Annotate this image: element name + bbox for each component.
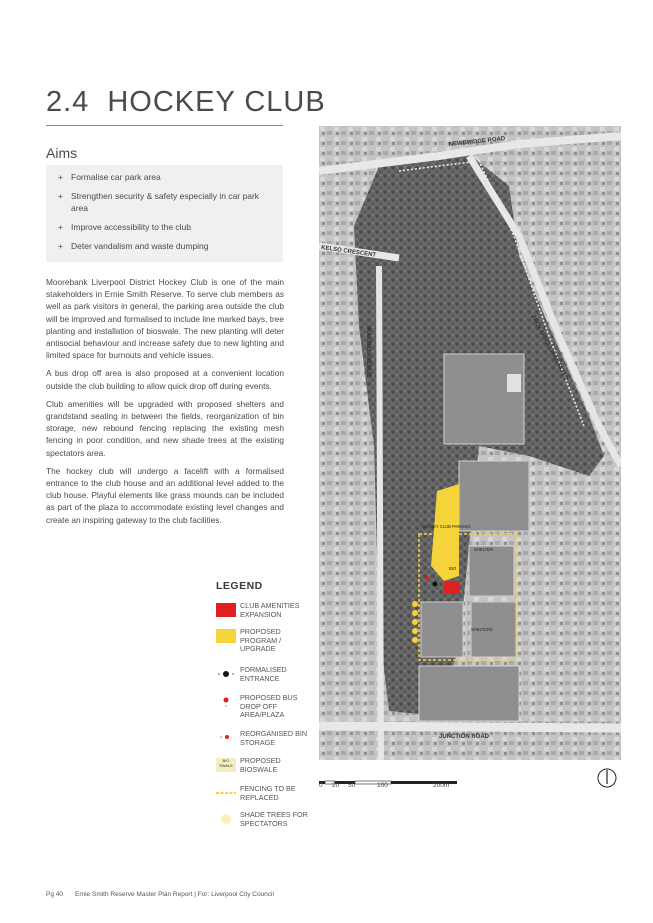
- aims-box: [46, 165, 283, 262]
- legend-title: LEGEND: [216, 580, 263, 592]
- scale-label: 100: [377, 782, 388, 789]
- label-shelters: SHELTERS: [471, 627, 493, 632]
- plus-icon: +: [58, 191, 63, 201]
- body-paragraph: Moorebank Liverpool District Hockey Club is one of the main stakeholders in Ernie Smith Reserve. To serve club members as well as park visitors in general, the parking area outside the club will be improved and formalised to include line marked bays, tree planting and installation of bioswale. The new planting will deter antisocial behaviour and increase safety due to new lighting and limited space for burnouts and vehicle issues.: [46, 277, 284, 361]
- legend-item-bins: REORGANISED BIN STORAGE: [216, 730, 316, 747]
- label-junction-road: JUNCTION ROAD: [439, 734, 490, 740]
- yellow-square-swatch: [216, 629, 236, 643]
- yellow-dot-swatch: [216, 812, 236, 826]
- aims-item: + Deter vandalism and waste dumping: [58, 241, 209, 251]
- legend-item-amenities: CLUB AMENITIES EXPANSION: [216, 602, 316, 619]
- plus-icon: +: [58, 172, 63, 182]
- red-dot-icon: [216, 695, 236, 709]
- body-paragraph: A bus drop off area is also proposed at a convenient location outside the club building to allow quick drop off during events.: [46, 368, 284, 391]
- bus-dropoff-marker: [425, 576, 429, 580]
- legend-item-bus: PROPOSED BUS DROP OFF AREA/PLAZA: [216, 694, 316, 720]
- body-paragraph: Club amenities will be upgraded with proposed shelters and grandstand seating in between the fields, reorganization of bin storage, new rebound fencing replacing the existing mesh fencing in poor condition, and new shade trees at the existing spectators area.: [46, 398, 284, 458]
- body-paragraph: The hockey club will undergo a facelift with a formalised entrance to the club house and an additional level added to the club house. Playful elements like grass mounds can be included as part of the plaza to accommodate existing level changes and create an inspiring gateway to the club facilities.: [46, 465, 284, 525]
- north-arrow-icon: [597, 766, 617, 790]
- hockey-field: [421, 602, 463, 657]
- label-kelso-crescent: KELSO CRESCENT: [320, 245, 377, 259]
- lower-field: [419, 666, 519, 721]
- label-bio: BIO: [449, 566, 457, 571]
- scale-bar: [319, 774, 459, 790]
- building: [507, 374, 521, 392]
- legend-item-bioswale: BIO SWALE PROPOSED BIOSWALE: [216, 757, 316, 774]
- section-title: HOCKEY CLUB: [107, 86, 326, 118]
- scale-label: 20: [332, 782, 340, 789]
- entrance-marker: [433, 582, 438, 587]
- section-number: 2.4: [46, 86, 90, 118]
- body-text: [46, 276, 284, 532]
- legend-item-entrance: FORMALISED ENTRANCE: [216, 666, 316, 683]
- legend-item-trees: SHADE TREES FOR SPECTATORS: [216, 811, 316, 828]
- iraking-avenue: [379, 266, 381, 760]
- hockey-field: [459, 461, 529, 531]
- legend-item-fencing: FENCING TO BE REPLACED: [216, 785, 316, 802]
- dashed-line-swatch: [216, 786, 236, 800]
- label-shelter: SHELTER: [474, 547, 494, 552]
- label-newbridge-road: NEWBRIDGE ROAD: [448, 136, 506, 148]
- club-amenities: [444, 581, 460, 594]
- aerial-plan-svg: [319, 126, 621, 760]
- page-number: Pg 40: [46, 891, 63, 898]
- aims-item: + Improve accessibility to the club: [58, 222, 191, 232]
- scale-label: 50: [348, 782, 356, 789]
- aims-item: + Strengthen security & safety especially in car park area: [58, 191, 260, 213]
- red-small-dot-icon: [216, 731, 236, 745]
- scale-label: 0: [319, 782, 323, 789]
- hockey-field: [469, 546, 514, 596]
- junction-road: [319, 726, 621, 728]
- page-footer: [46, 891, 274, 898]
- page-title: [46, 86, 326, 119]
- upper-field: [444, 354, 524, 444]
- aims-item: + Formalise car park area: [58, 172, 161, 182]
- black-dot-icon: [216, 667, 236, 681]
- plus-icon: +: [58, 222, 63, 232]
- bioswale-swatch: BIO SWALE: [216, 758, 236, 772]
- plus-icon: +: [58, 241, 63, 251]
- footer-text: Ernie Smith Reserve Master Plan Report | For: Liverpool City Council: [75, 891, 274, 898]
- red-square-swatch: [216, 603, 236, 617]
- site-plan-map: [319, 126, 621, 760]
- aims-list: [58, 171, 273, 252]
- label-iraking-avenue: IRAKING AVENUE: [365, 326, 371, 378]
- label-parking: HOCKEY CLUB PARKING: [421, 524, 471, 529]
- aims-heading: Aims: [46, 145, 78, 161]
- label-jack-osullivan-road: JACK O'SULLIVAN ROAD: [529, 314, 569, 382]
- legend-item-program: PROPOSED PROGRAM / UPGRADE: [216, 628, 316, 654]
- scale-label: 200m: [433, 782, 450, 789]
- title-divider: [46, 125, 283, 126]
